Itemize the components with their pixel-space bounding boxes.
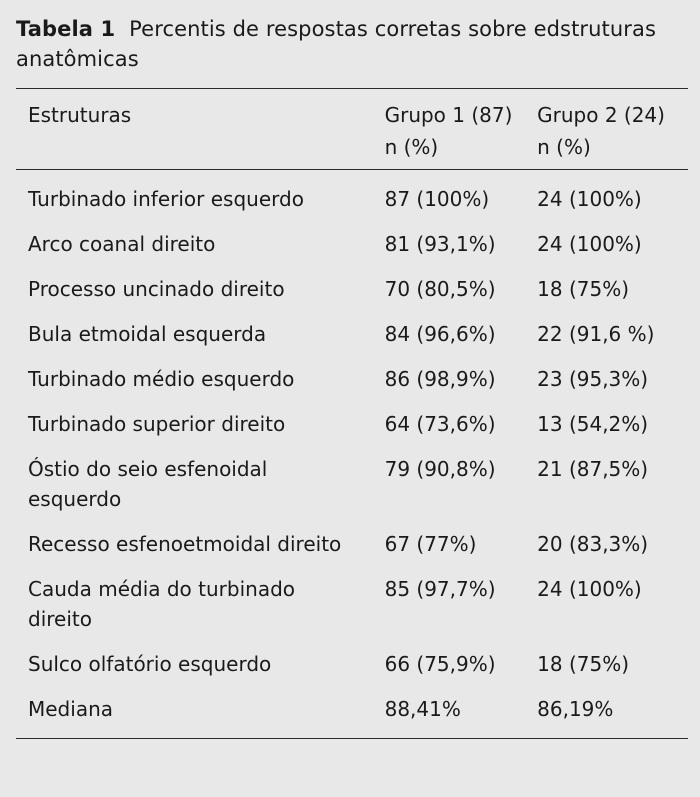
structure-cell: Sulco olfatório esquerdo <box>28 652 272 676</box>
group-2-cell: 24 (100%) <box>537 577 642 601</box>
header-row <box>16 89 688 131</box>
group-1-cell: 79 (90,8%) <box>384 457 496 481</box>
group-1-cell: 84 (96,6%) <box>384 322 496 346</box>
group-2-cell: 23 (95,3%) <box>537 367 649 391</box>
header-group-1: Grupo 1 (87) <box>384 103 513 127</box>
group-1-cell: 86 (98,9%) <box>384 367 496 391</box>
table-row <box>16 642 688 687</box>
median-group-1-cell: 88,41% <box>384 697 461 721</box>
table-caption-text: Percentis de respostas corretas sobre edstruturas anatômicas <box>16 17 657 71</box>
group-1-cell: 70 (80,5%) <box>384 277 496 301</box>
group-1-cell: 81 (93,1%) <box>384 232 496 256</box>
structure-cell: Recesso esfenoetmoidal direito <box>28 532 342 556</box>
group-1-cell: 87 (100%) <box>384 187 490 211</box>
table-row <box>16 447 688 522</box>
table-row <box>16 402 688 447</box>
table-row <box>16 170 688 223</box>
group-2-cell: 20 (83,3%) <box>537 532 649 556</box>
table-row <box>16 357 688 402</box>
group-2-cell: 24 (100%) <box>537 232 642 256</box>
table-row <box>16 567 688 642</box>
group-2-cell: 18 (75%) <box>537 277 630 301</box>
structure-cell: Bula etmoidal esquerda <box>28 322 267 346</box>
structure-cell: Processo uncinado direito <box>28 277 285 301</box>
table-row-median <box>16 687 688 728</box>
table-body <box>16 170 688 729</box>
header-sub-empty <box>16 131 385 170</box>
group-2-cell: 24 (100%) <box>537 187 642 211</box>
structure-cell: Óstio do seio esfenoidal esquerdo <box>28 457 268 511</box>
header-group-2-unit: n (%) <box>537 135 591 159</box>
structure-cell: Turbinado médio esquerdo <box>28 367 295 391</box>
structure-cell: Turbinado superior direito <box>28 412 286 436</box>
structure-cell: Cauda média do turbinado direito <box>28 577 296 631</box>
group-2-cell: 13 (54,2%) <box>537 412 649 436</box>
table-row <box>16 222 688 267</box>
table-row <box>16 312 688 357</box>
bottom-rule <box>16 738 688 739</box>
structure-cell: Arco coanal direito <box>28 232 216 256</box>
header-subrow <box>16 131 688 170</box>
header-structures: Estruturas <box>28 103 132 127</box>
table-caption <box>16 14 686 74</box>
header-group-1-unit: n (%) <box>384 135 439 159</box>
group-1-cell: 67 (77%) <box>384 532 477 556</box>
results-table <box>16 89 688 728</box>
table-header <box>16 89 688 170</box>
median-label-cell: Mediana <box>28 697 113 721</box>
group-1-cell: 85 (97,7%) <box>384 577 496 601</box>
median-group-2-cell: 86,19% <box>537 697 614 721</box>
header-group-2: Grupo 2 (24) <box>537 103 665 127</box>
table-row <box>16 267 688 312</box>
group-1-cell: 64 (73,6%) <box>384 412 496 436</box>
group-2-cell: 21 (87,5%) <box>537 457 649 481</box>
structure-cell: Turbinado inferior esquerdo <box>28 187 304 211</box>
group-2-cell: 22 (91,6 %) <box>537 322 655 346</box>
group-1-cell: 66 (75,9%) <box>384 652 496 676</box>
table-label: Tabela 1 <box>16 17 116 41</box>
table-row <box>16 522 688 567</box>
group-2-cell: 18 (75%) <box>537 652 630 676</box>
